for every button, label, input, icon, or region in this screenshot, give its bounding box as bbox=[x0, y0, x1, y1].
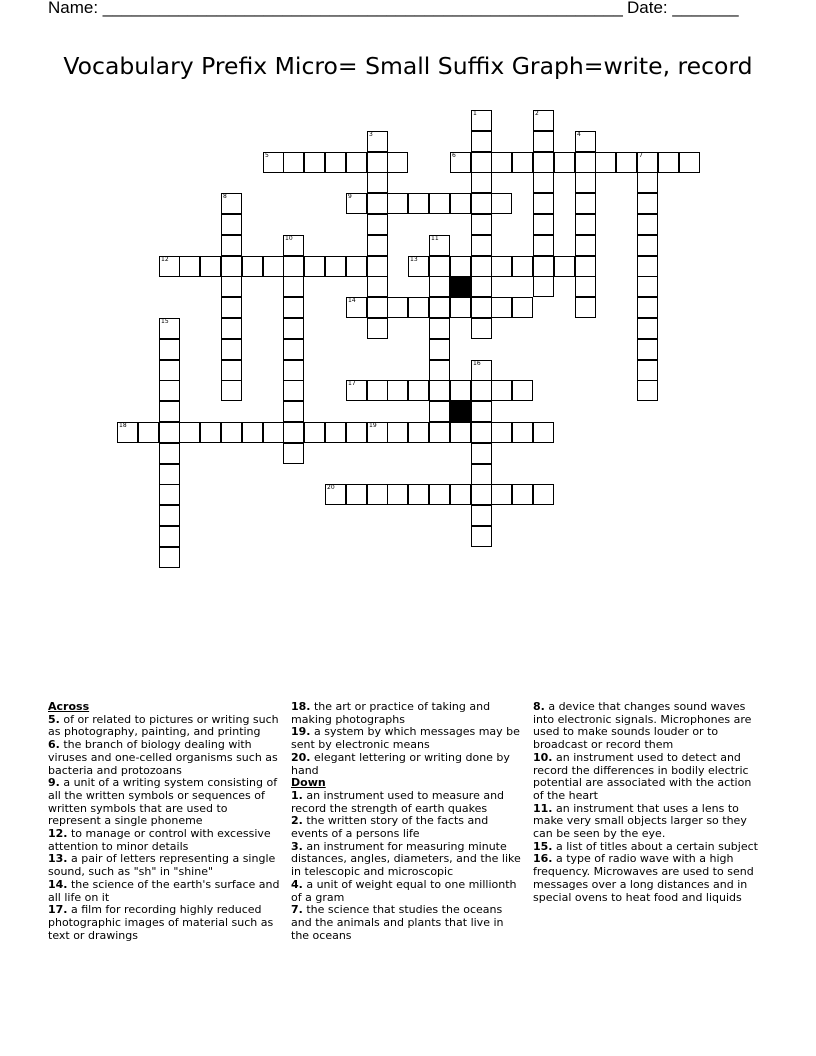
grid-cell[interactable] bbox=[471, 152, 492, 173]
grid-cell[interactable] bbox=[533, 152, 554, 173]
clue-item bbox=[291, 752, 523, 777]
grid-cell[interactable] bbox=[200, 422, 221, 443]
grid-cell[interactable] bbox=[533, 110, 554, 131]
grid-cell[interactable] bbox=[242, 422, 263, 443]
grid-cell[interactable] bbox=[221, 256, 242, 277]
grid-cell[interactable] bbox=[138, 422, 159, 443]
grid-cell[interactable] bbox=[533, 422, 554, 443]
grid-cell[interactable] bbox=[346, 193, 367, 214]
grid-cell[interactable] bbox=[471, 172, 492, 193]
clue-text: a pair of letters representing a single sound, such as "sh" in "shine" bbox=[48, 852, 276, 879]
clue-item bbox=[291, 701, 523, 726]
grid-cell[interactable] bbox=[387, 484, 408, 505]
grid-cell[interactable] bbox=[471, 484, 492, 505]
clue-text: a unit of a writing system consisting of all the written symbols or sequences of written symbols that are used to represent a single phoneme bbox=[48, 776, 278, 828]
grid-cell[interactable] bbox=[387, 193, 408, 214]
clue-number: 6 bbox=[452, 152, 456, 159]
grid-cell[interactable] bbox=[512, 152, 533, 173]
clue-num: 9. bbox=[48, 776, 60, 790]
clue-item bbox=[291, 726, 523, 751]
clue-number: 7 bbox=[639, 152, 643, 159]
clue-text: an instrument used to detect and record the differences in bodily electric potential are associated with the action of the heart bbox=[533, 750, 752, 802]
grid-cell[interactable] bbox=[533, 193, 554, 214]
grid-cell[interactable] bbox=[346, 152, 367, 173]
grid-cell[interactable] bbox=[283, 256, 304, 277]
clue-text: a list of titles about a certain subject bbox=[552, 839, 758, 853]
grid-cell[interactable] bbox=[367, 131, 388, 152]
grid-cell[interactable] bbox=[221, 193, 242, 214]
clue-text: an instrument for measuring minute distances, angles, diameters, and the like in telescopic and microscopic bbox=[291, 839, 521, 879]
clue-num: 6. bbox=[48, 738, 60, 752]
across-heading: Across bbox=[48, 700, 90, 713]
grid-cell[interactable] bbox=[471, 297, 492, 318]
clue-number: 5 bbox=[265, 152, 269, 159]
grid-cell[interactable] bbox=[387, 422, 408, 443]
clue-num: 7. bbox=[291, 903, 303, 917]
grid-cell[interactable] bbox=[637, 172, 658, 193]
clue-item bbox=[291, 879, 523, 904]
clue-text: a film for recording highly reduced photographic images of material such as text or drawings bbox=[48, 903, 274, 942]
grid-cell[interactable] bbox=[221, 318, 242, 339]
clue-text: the science of the earth's surface and all life on it bbox=[48, 877, 280, 904]
clue-num: 13. bbox=[48, 852, 68, 866]
grid-cell[interactable] bbox=[283, 360, 304, 381]
grid-cell[interactable] bbox=[304, 422, 325, 443]
grid-cell[interactable] bbox=[159, 401, 180, 422]
clue-num: 3. bbox=[291, 839, 303, 853]
clue-text: a type of radio wave with a high frequency. Microwaves are used to send messages over a long distances and in special ovens to heat food and liquids bbox=[533, 852, 754, 904]
grid-cell[interactable] bbox=[429, 235, 450, 256]
clue-text: a system by which messages may be sent by electronic means bbox=[291, 725, 520, 752]
grid-cell[interactable] bbox=[512, 422, 533, 443]
clue-num: 20. bbox=[291, 750, 311, 764]
clue-number: 15 bbox=[161, 318, 169, 325]
grid-cell[interactable] bbox=[533, 214, 554, 235]
grid-cell[interactable] bbox=[408, 193, 429, 214]
grid-cell[interactable] bbox=[179, 422, 200, 443]
page-title: Vocabulary Prefix Micro= Small Suffix Graph=write, record bbox=[63, 52, 753, 80]
grid-cell[interactable] bbox=[658, 152, 679, 173]
grid-cell[interactable] bbox=[575, 152, 596, 173]
grid-cell[interactable] bbox=[179, 256, 200, 277]
grid-cell[interactable] bbox=[491, 193, 512, 214]
clue-number: 14 bbox=[348, 297, 356, 304]
clue-item bbox=[533, 853, 765, 904]
clues-column-1 bbox=[48, 701, 280, 942]
grid-cell[interactable] bbox=[408, 256, 429, 277]
clue-number: 13 bbox=[410, 256, 418, 263]
grid-cell[interactable] bbox=[616, 152, 637, 173]
grid-cell[interactable] bbox=[429, 422, 450, 443]
grid-cell[interactable] bbox=[471, 131, 492, 152]
grid-cell[interactable] bbox=[637, 152, 658, 173]
grid-cell[interactable] bbox=[575, 193, 596, 214]
grid-cell[interactable] bbox=[159, 380, 180, 401]
grid-cell[interactable] bbox=[575, 256, 596, 277]
grid-cell[interactable] bbox=[367, 172, 388, 193]
grid-cell[interactable] bbox=[367, 214, 388, 235]
grid-cell[interactable] bbox=[429, 380, 450, 401]
clue-number: 16 bbox=[473, 360, 481, 367]
clue-number: 12 bbox=[161, 256, 169, 263]
grid-cell[interactable] bbox=[263, 256, 284, 277]
clues-column-2 bbox=[291, 701, 523, 942]
grid-cell[interactable] bbox=[429, 318, 450, 339]
clue-text: of or related to pictures or writing such as photography, painting, and printing bbox=[48, 712, 279, 739]
grid-cell[interactable] bbox=[450, 256, 471, 277]
clue-number: 4 bbox=[577, 131, 581, 138]
grid-cell[interactable] bbox=[117, 422, 138, 443]
grid-cell[interactable] bbox=[637, 380, 658, 401]
grid-cell[interactable] bbox=[159, 526, 180, 547]
clue-num: 8. bbox=[533, 700, 545, 713]
grid-cell[interactable] bbox=[367, 256, 388, 277]
grid-cell[interactable] bbox=[283, 401, 304, 422]
grid-cell[interactable] bbox=[471, 464, 492, 485]
grid-cell[interactable] bbox=[283, 152, 304, 173]
grid-cell[interactable] bbox=[325, 422, 346, 443]
grid-cell[interactable] bbox=[533, 256, 554, 277]
clue-text: the science that studies the oceans and the animals and plants that live in the oceans bbox=[291, 903, 504, 942]
grid-cell[interactable] bbox=[387, 152, 408, 173]
clue-number: 1 bbox=[473, 110, 477, 117]
grid-cell[interactable] bbox=[429, 339, 450, 360]
grid-cell[interactable] bbox=[283, 297, 304, 318]
grid-cell[interactable] bbox=[346, 380, 367, 401]
grid-cell[interactable] bbox=[367, 422, 388, 443]
grid-cell[interactable] bbox=[450, 193, 471, 214]
clue-num: 4. bbox=[291, 877, 303, 891]
grid-cell[interactable] bbox=[367, 193, 388, 214]
grid-cell[interactable] bbox=[159, 464, 180, 485]
grid-cell[interactable] bbox=[429, 297, 450, 318]
grid-cell[interactable] bbox=[533, 131, 554, 152]
clue-item bbox=[48, 714, 280, 739]
grid-cell[interactable] bbox=[575, 297, 596, 318]
grid-cell[interactable] bbox=[554, 256, 575, 277]
clue-text: the art or practice of taking and making photographs bbox=[291, 700, 491, 726]
down-heading: Down bbox=[291, 776, 326, 790]
grid-cell[interactable] bbox=[367, 380, 388, 401]
grid-cell[interactable] bbox=[242, 256, 263, 277]
grid-cell[interactable] bbox=[450, 297, 471, 318]
grid-cell[interactable] bbox=[533, 235, 554, 256]
clue-num: 2. bbox=[291, 814, 303, 828]
grid-cell[interactable] bbox=[471, 193, 492, 214]
clue-item bbox=[48, 879, 280, 904]
grid-cell[interactable] bbox=[637, 339, 658, 360]
grid-cell[interactable] bbox=[471, 443, 492, 464]
grid-cell[interactable] bbox=[512, 380, 533, 401]
clue-number: 10 bbox=[285, 235, 293, 242]
grid-cell[interactable] bbox=[304, 256, 325, 277]
grid-cell[interactable] bbox=[637, 214, 658, 235]
grid-cell[interactable] bbox=[221, 235, 242, 256]
clue-text: the branch of biology dealing with viruses and one-celled organisms such as bacteria and protozoans bbox=[48, 738, 278, 777]
grid-cell[interactable] bbox=[346, 484, 367, 505]
grid-cell[interactable] bbox=[637, 360, 658, 381]
clue-item bbox=[48, 853, 280, 878]
grid-cell[interactable] bbox=[491, 256, 512, 277]
grid-cell[interactable] bbox=[554, 152, 575, 173]
grid-cell[interactable] bbox=[367, 276, 388, 297]
grid-cell[interactable] bbox=[491, 297, 512, 318]
clue-item bbox=[533, 752, 765, 803]
grid-cell[interactable] bbox=[471, 360, 492, 381]
grid-cell[interactable] bbox=[575, 214, 596, 235]
grid-cell[interactable] bbox=[471, 422, 492, 443]
grid-cell[interactable] bbox=[408, 422, 429, 443]
grid-cell[interactable] bbox=[346, 256, 367, 277]
grid-cell[interactable] bbox=[471, 401, 492, 422]
grid-cell[interactable] bbox=[471, 318, 492, 339]
grid-cell[interactable] bbox=[221, 380, 242, 401]
grid-cell[interactable] bbox=[367, 235, 388, 256]
grid-cell[interactable] bbox=[429, 360, 450, 381]
clue-num: 1. bbox=[291, 788, 303, 802]
grid-cell[interactable] bbox=[471, 214, 492, 235]
grid-cell[interactable] bbox=[159, 484, 180, 505]
grid-cell[interactable] bbox=[637, 193, 658, 214]
clue-num: 12. bbox=[48, 827, 68, 841]
clue-num: 5. bbox=[48, 712, 60, 726]
clue-item bbox=[48, 739, 280, 777]
clue-text: to manage or control with excessive attention to minor details bbox=[48, 827, 271, 853]
grid-cell[interactable] bbox=[387, 297, 408, 318]
clue-text: the written story of the facts and events of a persons life bbox=[291, 814, 489, 841]
clue-item bbox=[533, 701, 765, 752]
grid-cell[interactable] bbox=[429, 193, 450, 214]
grid-cell[interactable] bbox=[159, 318, 180, 339]
grid-cell[interactable] bbox=[637, 318, 658, 339]
grid-cell[interactable] bbox=[450, 152, 471, 173]
grid-cell[interactable] bbox=[491, 484, 512, 505]
grid-cell[interactable] bbox=[221, 297, 242, 318]
grid-cell[interactable] bbox=[200, 256, 221, 277]
grid-cell[interactable] bbox=[159, 256, 180, 277]
grid-cell[interactable] bbox=[575, 276, 596, 297]
grid-cell[interactable] bbox=[367, 484, 388, 505]
grid-cell[interactable] bbox=[221, 422, 242, 443]
grid-cell[interactable] bbox=[367, 318, 388, 339]
grid-cell[interactable] bbox=[450, 380, 471, 401]
name-line: Name: _______________________________________________________ bbox=[48, 0, 623, 17]
clue-number: 8 bbox=[223, 193, 227, 200]
grid-cell[interactable] bbox=[450, 484, 471, 505]
grid-cell[interactable] bbox=[346, 297, 367, 318]
grid-cell[interactable] bbox=[304, 152, 325, 173]
grid-cell[interactable] bbox=[159, 422, 180, 443]
down-clue-list bbox=[291, 790, 523, 942]
grid-cell[interactable] bbox=[367, 297, 388, 318]
grid-cell[interactable] bbox=[575, 235, 596, 256]
grid-cell[interactable] bbox=[283, 235, 304, 256]
grid-cell[interactable] bbox=[491, 152, 512, 173]
clue-num: 19. bbox=[291, 725, 311, 739]
clues-column-3 bbox=[533, 701, 765, 904]
grid-cell[interactable] bbox=[533, 276, 554, 297]
black-cell bbox=[450, 401, 471, 422]
grid-cell[interactable] bbox=[325, 484, 346, 505]
grid-cell[interactable] bbox=[450, 422, 471, 443]
clue-num: 18. bbox=[291, 700, 311, 713]
grid-cell[interactable] bbox=[471, 276, 492, 297]
grid-cell[interactable] bbox=[159, 360, 180, 381]
grid-cell[interactable] bbox=[637, 276, 658, 297]
clue-number: 18 bbox=[119, 422, 127, 429]
date-line: Date: _______ bbox=[627, 0, 739, 17]
grid-cell[interactable] bbox=[221, 276, 242, 297]
grid-cell[interactable] bbox=[408, 484, 429, 505]
grid-cell[interactable] bbox=[387, 380, 408, 401]
clue-text: an instrument that uses a lens to make very small objects larger so they can be seen by the eye. bbox=[533, 801, 747, 841]
clue-text: a unit of weight equal to one millionth of a gram bbox=[291, 877, 517, 904]
grid-cell[interactable] bbox=[471, 526, 492, 547]
clue-number: 3 bbox=[369, 131, 373, 138]
grid-cell[interactable] bbox=[159, 339, 180, 360]
grid-cell[interactable] bbox=[221, 214, 242, 235]
grid-cell[interactable] bbox=[325, 152, 346, 173]
clue-num: 15. bbox=[533, 839, 553, 853]
clue-num: 17. bbox=[48, 903, 68, 917]
clue-num: 16. bbox=[533, 852, 553, 866]
grid-cell[interactable] bbox=[159, 547, 180, 568]
clue-number: 9 bbox=[348, 193, 352, 200]
clue-item bbox=[48, 828, 280, 853]
grid-cell[interactable] bbox=[637, 256, 658, 277]
down-clue-list-continued bbox=[533, 701, 765, 904]
clue-text: elegant lettering or writing done by hand bbox=[291, 750, 510, 777]
clue-number: 11 bbox=[431, 235, 439, 242]
clue-item bbox=[291, 790, 523, 815]
grid-cell[interactable] bbox=[471, 380, 492, 401]
grid-cell[interactable] bbox=[429, 484, 450, 505]
grid-cell[interactable] bbox=[471, 256, 492, 277]
grid-cell[interactable] bbox=[429, 401, 450, 422]
grid-cell[interactable] bbox=[408, 297, 429, 318]
clue-num: 14. bbox=[48, 877, 68, 891]
grid-cell[interactable] bbox=[575, 172, 596, 193]
grid-cell[interactable] bbox=[283, 422, 304, 443]
clue-item bbox=[291, 841, 523, 879]
clue-text: an instrument used to measure and record the strength of earth quakes bbox=[291, 788, 505, 815]
grid-cell[interactable] bbox=[263, 152, 284, 173]
clue-item bbox=[291, 815, 523, 840]
across-clue-list-continued bbox=[291, 701, 523, 777]
clue-number: 20 bbox=[327, 484, 335, 491]
grid-cell[interactable] bbox=[283, 380, 304, 401]
grid-cell[interactable] bbox=[346, 422, 367, 443]
grid-cell[interactable] bbox=[512, 484, 533, 505]
grid-cell[interactable] bbox=[512, 256, 533, 277]
grid-cell[interactable] bbox=[429, 256, 450, 277]
clue-num: 11. bbox=[533, 801, 553, 815]
grid-cell[interactable] bbox=[533, 172, 554, 193]
clue-num: 10. bbox=[533, 750, 553, 764]
grid-cell[interactable] bbox=[221, 339, 242, 360]
grid-cell[interactable] bbox=[283, 276, 304, 297]
grid-cell[interactable] bbox=[221, 360, 242, 381]
grid-cell[interactable] bbox=[679, 152, 700, 173]
grid-cell[interactable] bbox=[471, 110, 492, 131]
grid-cell[interactable] bbox=[575, 131, 596, 152]
across-clue-list bbox=[48, 714, 280, 943]
grid-cell[interactable] bbox=[491, 380, 512, 401]
grid-cell[interactable] bbox=[637, 297, 658, 318]
clue-item bbox=[48, 777, 280, 828]
grid-cell[interactable] bbox=[325, 256, 346, 277]
grid-cell[interactable] bbox=[595, 152, 616, 173]
grid-cell[interactable] bbox=[637, 235, 658, 256]
clue-number: 2 bbox=[535, 110, 539, 117]
grid-cell[interactable] bbox=[367, 152, 388, 173]
grid-cell[interactable] bbox=[408, 380, 429, 401]
grid-cell[interactable] bbox=[491, 422, 512, 443]
grid-cell[interactable] bbox=[512, 297, 533, 318]
clue-number: 19 bbox=[369, 422, 377, 429]
grid-cell[interactable] bbox=[471, 235, 492, 256]
grid-cell[interactable] bbox=[283, 318, 304, 339]
clue-item bbox=[48, 904, 280, 942]
grid-cell[interactable] bbox=[263, 422, 284, 443]
clue-item bbox=[291, 904, 523, 942]
clue-number: 17 bbox=[348, 380, 356, 387]
grid-cell[interactable] bbox=[533, 484, 554, 505]
grid-cell[interactable] bbox=[471, 505, 492, 526]
clue-text: a device that changes sound waves into electronic signals. Microphones are used to make sounds louder or to broadcast or record them bbox=[533, 700, 752, 752]
grid-cell[interactable] bbox=[283, 339, 304, 360]
clue-item bbox=[533, 803, 765, 841]
grid-cell[interactable] bbox=[159, 443, 180, 464]
grid-cell[interactable] bbox=[159, 505, 180, 526]
grid-cell[interactable] bbox=[283, 443, 304, 464]
black-cell bbox=[450, 276, 471, 297]
grid-cell[interactable] bbox=[429, 276, 450, 297]
